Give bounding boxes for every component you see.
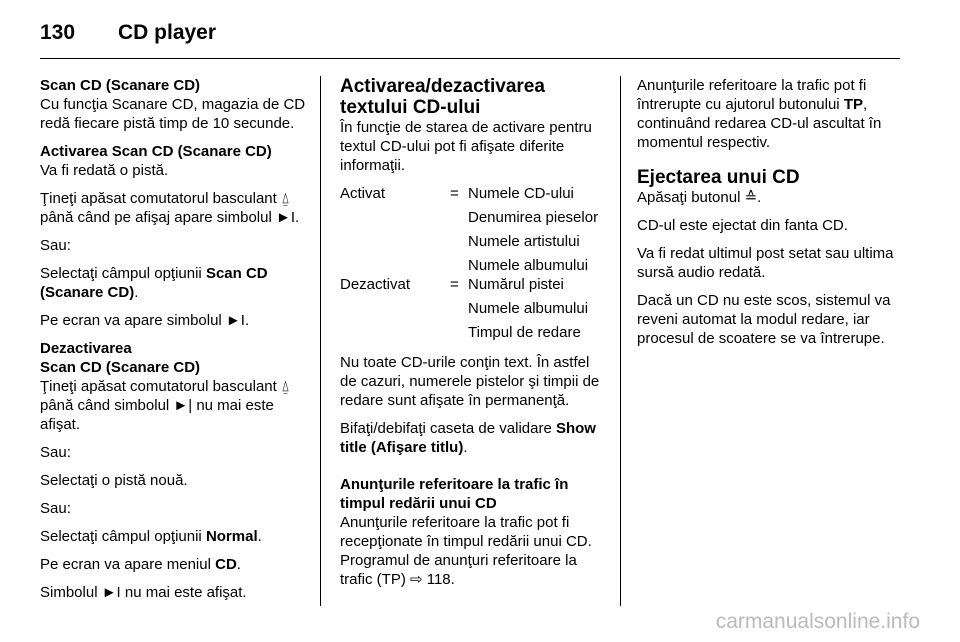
paragraph: Apăsaţi butonul ≙. xyxy=(637,189,762,206)
column-divider xyxy=(620,76,621,606)
section-heading: Activarea/dezactivarea textului CD-ului xyxy=(340,76,545,118)
watermark: carmanualsonline.info xyxy=(715,610,920,633)
paragraph: Sau: xyxy=(40,500,71,517)
page-title: CD player xyxy=(118,21,217,44)
paragraph: Selectaţi câmpul opţiunii Scan CD (Scanare CD). xyxy=(40,265,268,301)
paragraph: Nu toate CD-urile conţin text. În astfel de cazuri, numerele pistelor şi timpii de redare sunt afişate în permanenţă. xyxy=(340,354,600,409)
paragraph: Ţineţi apăsat comutatorul basculant ⍙ până când pe afişaj apare simbolul ►I. xyxy=(40,190,300,226)
column-divider xyxy=(320,76,321,606)
paragraph: Pe ecran va apare simbolul ►I. xyxy=(40,312,250,329)
paragraph: Selectaţi o pistă nouă. xyxy=(40,472,188,489)
paragraph: Simbolul ►I nu mai este afişat. xyxy=(40,584,247,601)
option-key: Dezactivat xyxy=(340,276,411,293)
section-heading: Dezactivarea xyxy=(40,340,132,357)
page-number: 130 xyxy=(40,21,76,44)
option-row-activat xyxy=(340,184,608,275)
option-value: Denumirea pieselor xyxy=(468,209,599,226)
option-key: Activat xyxy=(340,185,386,202)
option-value: Numărul pistei xyxy=(468,276,564,293)
option-row-dezactivat xyxy=(340,275,608,347)
paragraph: CD-ul este ejectat din fanta CD. xyxy=(637,217,848,234)
option-name: Show title (Afişare titlu) xyxy=(340,420,596,456)
column-2 xyxy=(340,76,608,598)
paragraph: Selectaţi câmpul opţiunii Normal. xyxy=(40,528,262,545)
option-eq: = xyxy=(450,276,459,293)
option-value: Numele albumului xyxy=(468,257,589,274)
paragraph: Sau: xyxy=(40,444,71,461)
paragraph: Dacă un CD nu este scos, sistemul va reveni automat la modul redare, iar procesul de scoatere se va întrerupe. xyxy=(637,292,891,347)
option-value: Numele albumului xyxy=(468,300,589,317)
option-name: Scan CD (Scanare CD) xyxy=(40,265,268,301)
paragraph: Bifaţi/debifaţi caseta de validare Show title (Afişare titlu). xyxy=(340,420,596,456)
page-header xyxy=(40,16,900,50)
paragraph: Va fi redată o pistă. xyxy=(40,162,169,179)
column-1 xyxy=(40,76,308,611)
section-heading: Scan CD (Scanare CD) xyxy=(40,359,201,376)
option-eq: = xyxy=(450,185,459,202)
button-name: TP xyxy=(843,96,863,113)
header-rule xyxy=(40,58,900,59)
option-value: Timpul de redare xyxy=(468,324,581,341)
paragraph: Anunţurile referitoare la trafic pot fi întrerupte cu ajutorul butonului TP, continuând redarea CD-ul ascultat în momentul respectiv. xyxy=(637,77,882,151)
paragraph: Cu funcţia Scanare CD, magazia de CD redă fiecare pistă timp de 10 secunde. xyxy=(40,96,306,132)
paragraph: Sau: xyxy=(40,237,71,254)
paragraph: Anunţurile referitoare la trafic pot fi recepţionate în timpul redării unui CD. Programul de anunţuri referitoare la trafic (TP) ⇨ 118. xyxy=(340,514,592,588)
column-3 xyxy=(637,76,905,357)
paragraph: În funcţie de starea de activare pentru textul CD-ului pot fi afişate diferite informaţii. xyxy=(340,119,592,174)
option-value: Numele artistului xyxy=(468,233,580,250)
menu-name: CD xyxy=(215,556,237,573)
paragraph: Ţineţi apăsat comutatorul basculant ⍙ până când simbolul ►| nu mai este afişat. xyxy=(40,378,290,433)
section-heading: Ejectarea unui CD xyxy=(637,167,800,188)
option-name: Normal xyxy=(205,528,258,545)
section-heading: Activarea Scan CD (Scanare CD) xyxy=(40,143,272,160)
section-heading: Anunţurile referitoare la trafic în timpul redării unui CD xyxy=(340,476,569,512)
option-value: Numele CD-ului xyxy=(468,185,574,202)
section-heading: Scan CD (Scanare CD) xyxy=(40,77,201,94)
paragraph: Va fi redat ultimul post setat sau ultima sursă audio redată. xyxy=(637,245,894,281)
paragraph: Pe ecran va apare meniul CD. xyxy=(40,556,241,573)
